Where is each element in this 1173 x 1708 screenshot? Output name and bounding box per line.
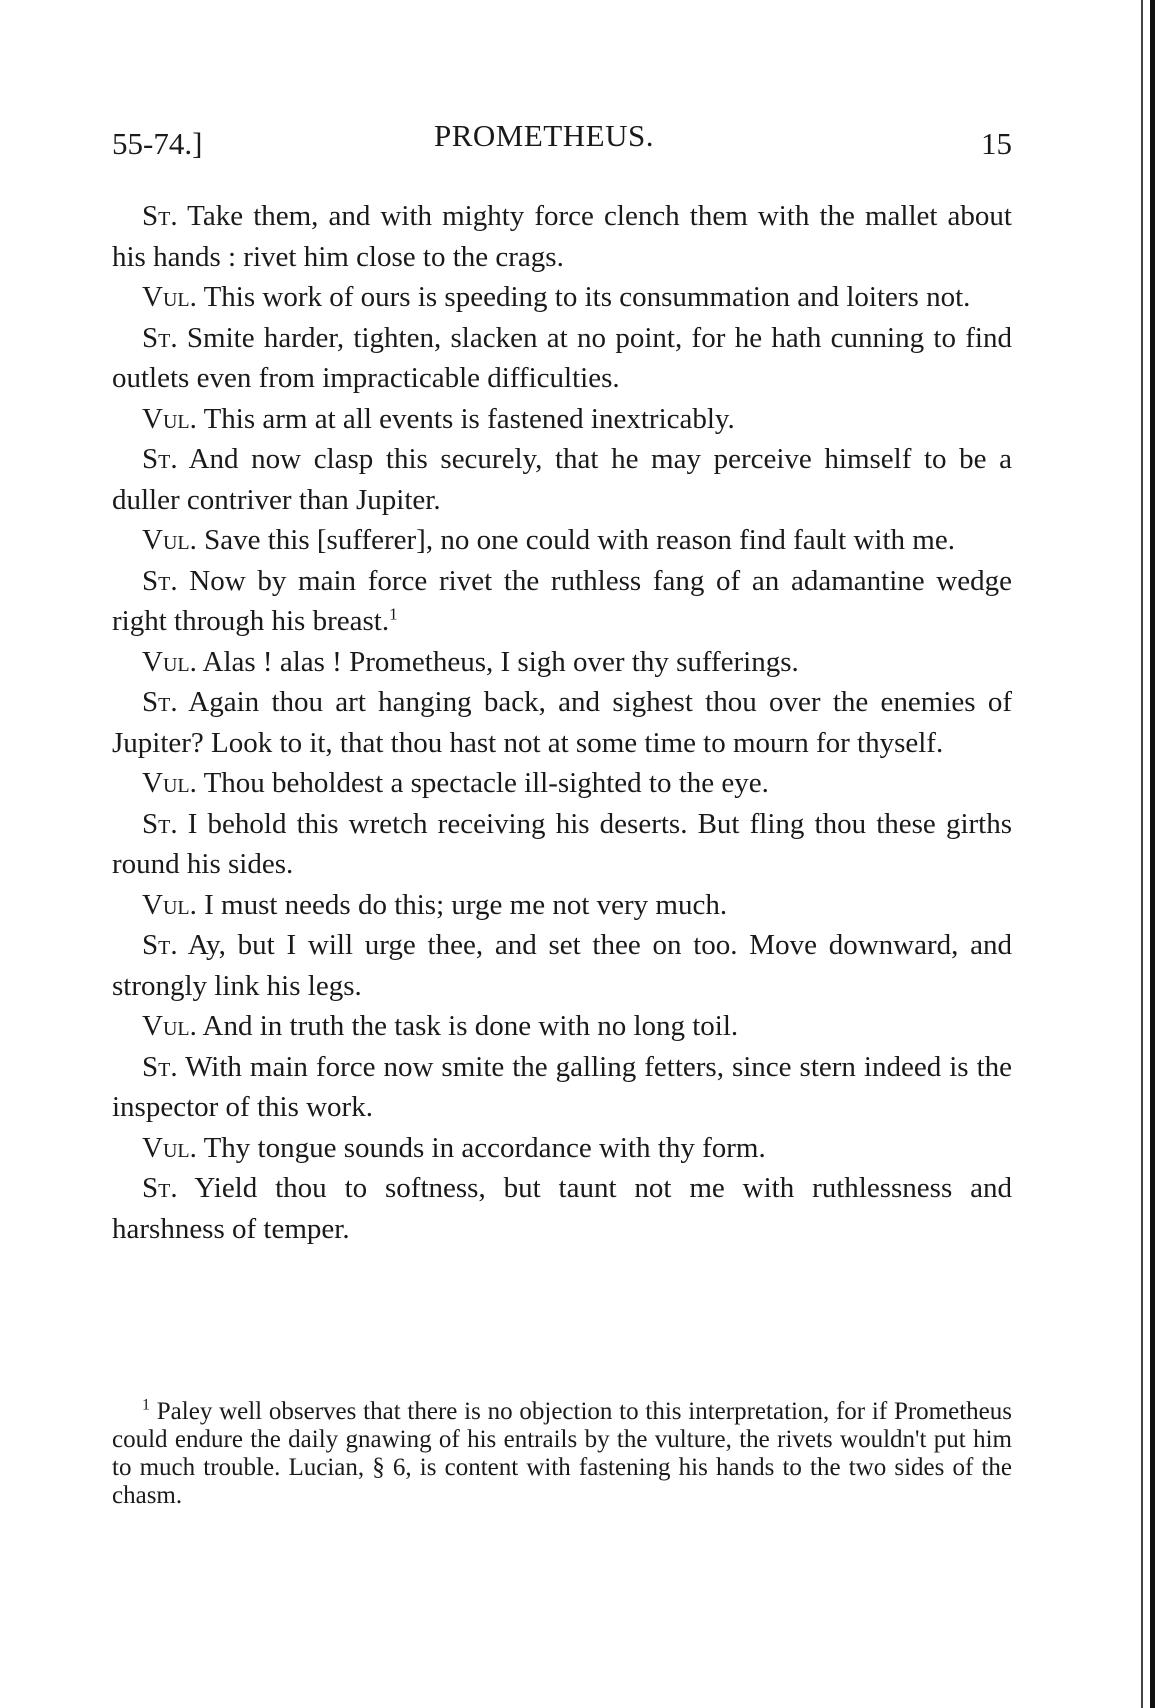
speaker: St. [142, 686, 178, 718]
speech: With main force now smite the galling fetters, since stern indeed is the inspector of this work. [112, 1050, 1012, 1123]
speech: Yield thou to softness, but taunt not me with ruthlessness and harshness of temper. [112, 1172, 1012, 1245]
dialogue-paragraph [112, 804, 1012, 885]
speaker: Vul. [142, 1010, 197, 1042]
speaker: St. [142, 807, 178, 840]
speech: Smite harder, tighten, slacken at no point, for he hath cunning to find outlets even from impracticable difficulties. [112, 321, 1012, 394]
dialogue-paragraph [112, 520, 1012, 561]
speaker: St. [142, 443, 178, 475]
speaker: Vul. [142, 645, 197, 678]
speaker: Vul. [142, 888, 197, 921]
dialogue-paragraph [112, 682, 1012, 763]
binding-edge-inner [1141, 0, 1143, 1708]
speaker: Vul. [142, 402, 197, 435]
running-title: PROMETHEUS. [434, 118, 654, 153]
speech: Again thou art hanging back, and sighest thou over the enemies of Jupiter? Look to it, that thou hast not at some time to mourn for thyself. [112, 686, 1012, 759]
speaker: St. [142, 1050, 178, 1083]
dialogue-paragraph [112, 763, 1012, 804]
dialogue-body [112, 196, 1012, 1249]
speaker: St. [142, 321, 178, 354]
dialogue-paragraph [112, 1047, 1012, 1128]
speech: Alas ! alas ! Prometheus, I sigh over thy sufferings. [196, 645, 799, 678]
speaker: St. [142, 200, 178, 232]
speaker: Vul. [142, 524, 197, 556]
speech: Thou beholdest a spectacle ill-sighted to the eye. [196, 767, 769, 799]
line-range: 55-74.] [112, 126, 203, 161]
dialogue-paragraph [112, 925, 1012, 1006]
speaker: St. [142, 1172, 178, 1204]
speech: This work of ours is speeding to its consummation and loiters not. [196, 281, 971, 313]
speaker: Vul. [142, 281, 197, 313]
page-number: 15 [981, 126, 1012, 161]
speech: Ay, but I will urge thee, and set thee on too. Move downward, and strongly link his legs. [112, 929, 1012, 1002]
footnote-mark: 1 [142, 1396, 150, 1414]
speech: I must needs do this; urge me not very much. [196, 888, 728, 921]
speaker: St. [142, 564, 178, 597]
speaker: Vul. [142, 1131, 197, 1164]
speech: Thy tongue sounds in accordance with thy form. [196, 1131, 766, 1164]
speech: I behold this wretch receiving his deserts. But fling thou these girths round his sides. [112, 807, 1012, 880]
speech: This arm at all events is fastened inextricably. [196, 402, 735, 435]
dialogue-paragraph [112, 439, 1012, 520]
dialogue-paragraph [112, 1006, 1012, 1047]
speech: And in truth the task is done with no long toil. [196, 1010, 739, 1042]
dialogue-paragraph [112, 399, 1012, 440]
dialogue-paragraph [112, 642, 1012, 683]
footnote-reference[interactable]: 1 [389, 604, 398, 624]
dialogue-paragraph [112, 318, 1012, 399]
speaker: Vul. [142, 767, 197, 799]
dialogue-paragraph [112, 196, 1012, 277]
speaker: St. [142, 929, 178, 961]
dialogue-paragraph [112, 1168, 1012, 1249]
footnote [112, 1398, 1012, 1510]
page-header [112, 118, 1012, 168]
speech: And now clasp this securely, that he may perceive himself to be a duller contriver than Jupiter. [112, 443, 1012, 516]
speech: Now by main force rivet the ruthless fang of an adamantine wedge right through his breast. [112, 564, 1012, 637]
dialogue-paragraph [112, 277, 1012, 318]
dialogue-paragraph [112, 885, 1012, 926]
dialogue-paragraph [112, 1128, 1012, 1169]
dialogue-paragraph [112, 561, 1012, 642]
speech: Save this [sufferer], no one could with reason find fault with me. [196, 524, 955, 556]
speech: Take them, and with mighty force clench them with the mallet about his hands : rivet him close to the crags. [112, 200, 1012, 273]
binding-edge [1150, 0, 1155, 1708]
footnote-text: Paley well observes that there is no objection to this interpretation, for if Prometheus could endure the daily gnawing of his entrails by the vulture, the rivets wouldn't put him to much trouble. Lucian, § 6, is content with fastening his hands to the two sides of the chasm. [112, 1398, 1012, 1509]
